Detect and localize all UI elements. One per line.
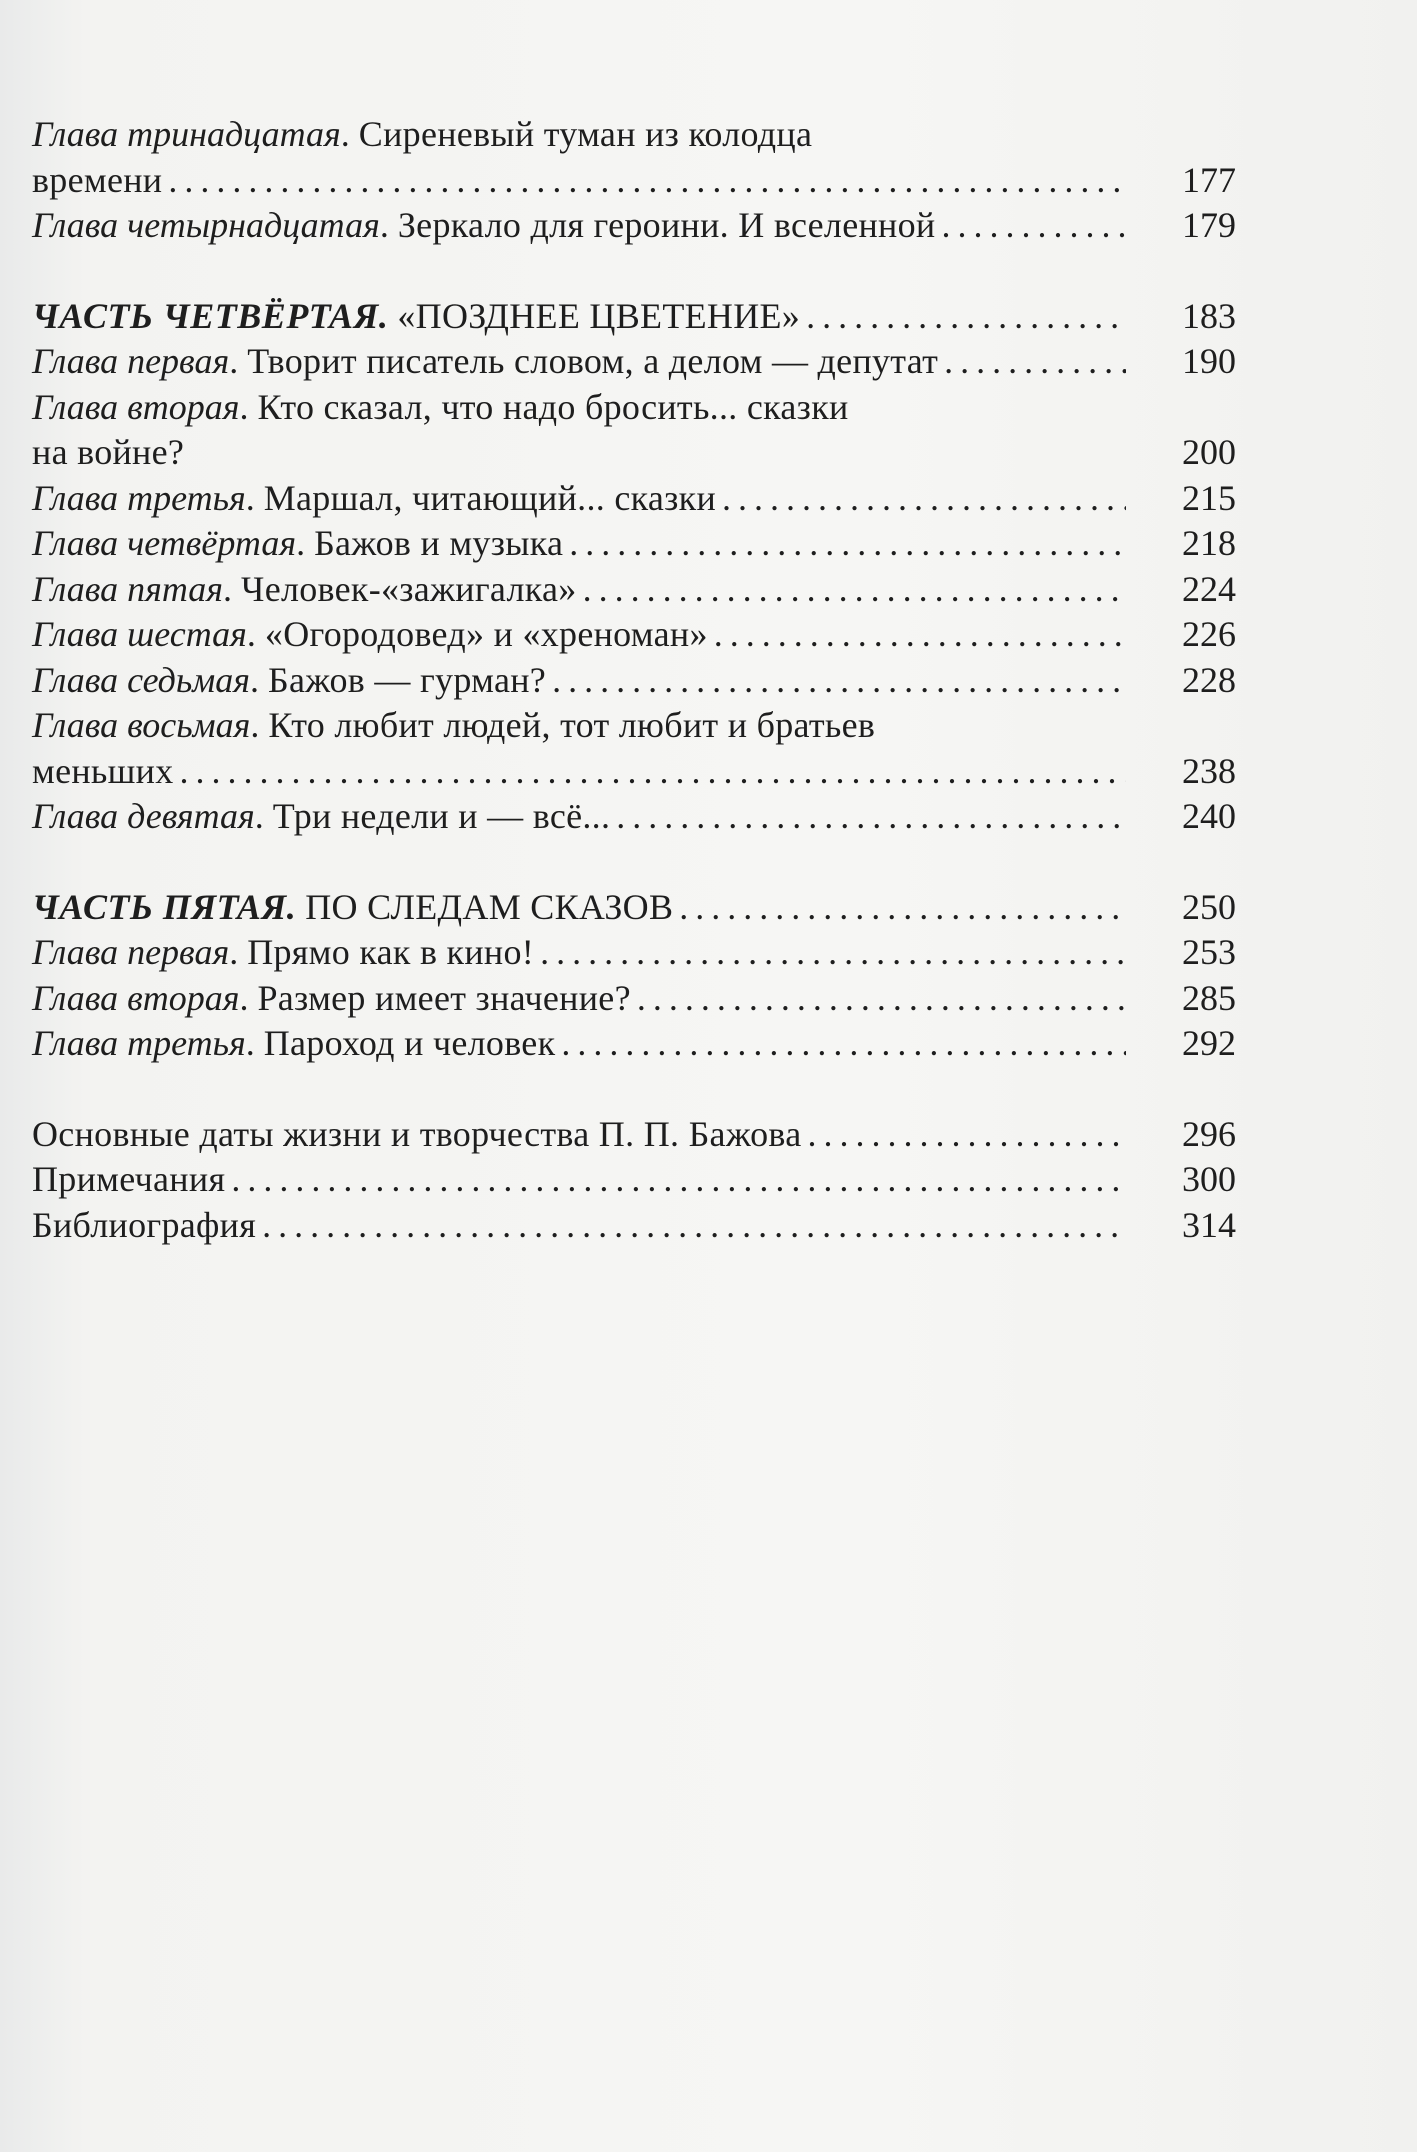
- toc-entry[interactable]: Глава вторая. Кто сказал, что надо бросить... сказки на войне? 200: [32, 385, 1236, 476]
- chapter-label: Глава третья: [32, 477, 246, 518]
- page-number: 300: [1182, 1159, 1236, 1199]
- toc-entry[interactable]: Глава первая. Прямо как в кино! ..... 253: [32, 930, 1236, 976]
- chapter-label: Глава четырнадцатая: [32, 205, 380, 245]
- leader-dots: [583, 567, 1126, 613]
- chapter-title: Пароход и человек: [263, 1023, 556, 1063]
- leader-dots: [552, 658, 1126, 704]
- page-number: 183: [1182, 295, 1236, 336]
- chapter-title: Кто любит людей, тот любит и братьев: [268, 705, 876, 745]
- page-number: 200: [1182, 432, 1236, 472]
- chapter-title-continued: меньших: [32, 750, 174, 791]
- chapter-title-continued: на войне?: [32, 432, 185, 472]
- appendix-title: Библиография: [32, 1204, 257, 1245]
- table-of-contents: [32, 112, 1236, 1248]
- chapter-title: Три недели и — всё...: [272, 796, 611, 836]
- leader-dots: [262, 1203, 1126, 1249]
- part-label: ЧАСТЬ ПЯТАЯ.: [32, 886, 297, 927]
- page-number: 228: [1182, 659, 1236, 700]
- chapter-title: Зеркало для героини. И вселенной: [397, 205, 936, 245]
- toc-entry[interactable]: Глава девятая. Три недели и — всё... ..... 240: [32, 794, 1236, 840]
- chapter-title: Маршал, читающий... сказки: [263, 477, 717, 518]
- appendix-title: Примечания: [32, 1159, 226, 1199]
- bleed-through-text: [1000, 1330, 1380, 2090]
- leader-dots: [679, 885, 1126, 931]
- toc-entry[interactable]: Глава тринадцатая. Сиреневый туман из колодца времени ..... 177: [32, 112, 1236, 203]
- chapter-label: Глава пятая: [32, 568, 223, 609]
- toc-entry[interactable]: Глава восьмая. Кто любит людей, тот любит и братьев меньших ..... 238: [32, 703, 1236, 794]
- leader-dots: [616, 794, 1126, 840]
- toc-entry[interactable]: Глава первая. Творит писатель словом, а делом — депутат ..... 190: [32, 339, 1236, 385]
- toc-entry[interactable]: Глава пятая. Человек-«зажигалка» ..... 224: [32, 567, 1236, 613]
- leader-dots: [168, 158, 1126, 204]
- chapter-title: Бажов — гурман?: [267, 659, 547, 700]
- page-number: 296: [1182, 1113, 1236, 1154]
- toc-appendix-entry[interactable]: [32, 1203, 1236, 1249]
- page-number: 179: [1182, 205, 1236, 245]
- leader-dots: [637, 976, 1126, 1022]
- section-gap: [32, 1067, 1236, 1112]
- part-label: ЧАСТЬ ЧЕТВЁРТАЯ.: [32, 295, 389, 336]
- chapter-title-continued: времени: [32, 159, 163, 200]
- toc-appendix-entry[interactable]: [32, 1112, 1236, 1158]
- chapter-title: Сиреневый туман из колодца: [358, 114, 813, 154]
- page-number: 177: [1182, 159, 1236, 200]
- chapter-label: Глава вторая: [32, 977, 240, 1018]
- appendix-title: Основные даты жизни и творчества П. П. Бажова: [32, 1113, 802, 1154]
- page-number: 238: [1182, 750, 1236, 791]
- leader-dots: [231, 1157, 1126, 1203]
- toc-appendix-entry[interactable]: [32, 1157, 1236, 1203]
- page-number: 250: [1182, 886, 1236, 927]
- page-number: 314: [1182, 1204, 1236, 1245]
- toc-part-entry[interactable]: [32, 885, 1236, 931]
- leader-dots: [714, 612, 1126, 658]
- chapter-label: Глава первая: [32, 341, 230, 381]
- leader-dots: [540, 930, 1126, 976]
- page-number: 218: [1182, 523, 1236, 563]
- toc-entry[interactable]: Глава третья. Пароход и человек ..... 292: [32, 1021, 1236, 1067]
- chapter-label: Глава первая: [32, 932, 230, 972]
- leader-dots: [941, 203, 1126, 249]
- toc-part-entry[interactable]: [32, 294, 1236, 340]
- leader-dots: [808, 1112, 1126, 1158]
- chapter-label: Глава восьмая: [32, 705, 251, 745]
- page-number: 285: [1182, 977, 1236, 1018]
- chapter-label: Глава седьмая: [32, 659, 250, 700]
- toc-entry[interactable]: Глава седьмая. Бажов — гурман? ..... 228: [32, 658, 1236, 704]
- chapter-label: Глава вторая: [32, 386, 240, 427]
- part-title: ПО СЛЕДАМ СКАЗОВ: [305, 886, 674, 927]
- section-gap: [32, 840, 1236, 885]
- toc-entry[interactable]: Глава вторая. Размер имеет значение? ..... 285: [32, 976, 1236, 1022]
- leader-dots: [569, 521, 1126, 567]
- toc-entry[interactable]: Глава третья. Маршал, читающий... сказки ..... 215: [32, 476, 1236, 522]
- leader-dots: [806, 294, 1126, 340]
- leader-dots: [944, 339, 1126, 385]
- chapter-label: Глава третья: [32, 1023, 246, 1063]
- chapter-title: Кто сказал, что надо бросить... сказки: [257, 386, 849, 427]
- chapter-label: Глава девятая: [32, 796, 255, 836]
- page-number: 215: [1182, 477, 1236, 518]
- chapter-label: Глава четвёртая: [32, 523, 297, 563]
- part-title: «ПОЗДНЕЕ ЦВЕТЕНИЕ»: [397, 295, 801, 336]
- chapter-title: Бажов и музыка: [314, 523, 564, 563]
- page-number: 224: [1182, 568, 1236, 609]
- chapter-label: Глава тринадцатая: [32, 114, 341, 154]
- toc-entry[interactable]: Глава четырнадцатая. Зеркало для героини. И вселенной ..... 179: [32, 203, 1236, 249]
- chapter-title: Человек-«зажигалка»: [241, 568, 577, 609]
- chapter-label: Глава шестая: [32, 614, 247, 654]
- chapter-title: Творит писатель словом, а делом — депутат: [247, 341, 939, 381]
- page-number: 226: [1182, 614, 1236, 654]
- page-number: 253: [1182, 932, 1236, 972]
- leader-dots: [180, 749, 1126, 795]
- page-number: 240: [1182, 796, 1236, 836]
- toc-entry[interactable]: Глава четвёртая. Бажов и музыка ..... 218: [32, 521, 1236, 567]
- page-number: 190: [1182, 341, 1236, 381]
- leader-dots: [561, 1021, 1126, 1067]
- chapter-title: Размер имеет значение?: [257, 977, 631, 1018]
- leader-dots: [722, 476, 1126, 522]
- toc-entry[interactable]: Глава шестая. «Огородовед» и «хреноман» ..... 226: [32, 612, 1236, 658]
- chapter-title: Прямо как в кино!: [247, 932, 535, 972]
- page-number: 292: [1182, 1023, 1236, 1063]
- chapter-title: «Огородовед» и «хреноман»: [264, 614, 708, 654]
- section-gap: [32, 249, 1236, 294]
